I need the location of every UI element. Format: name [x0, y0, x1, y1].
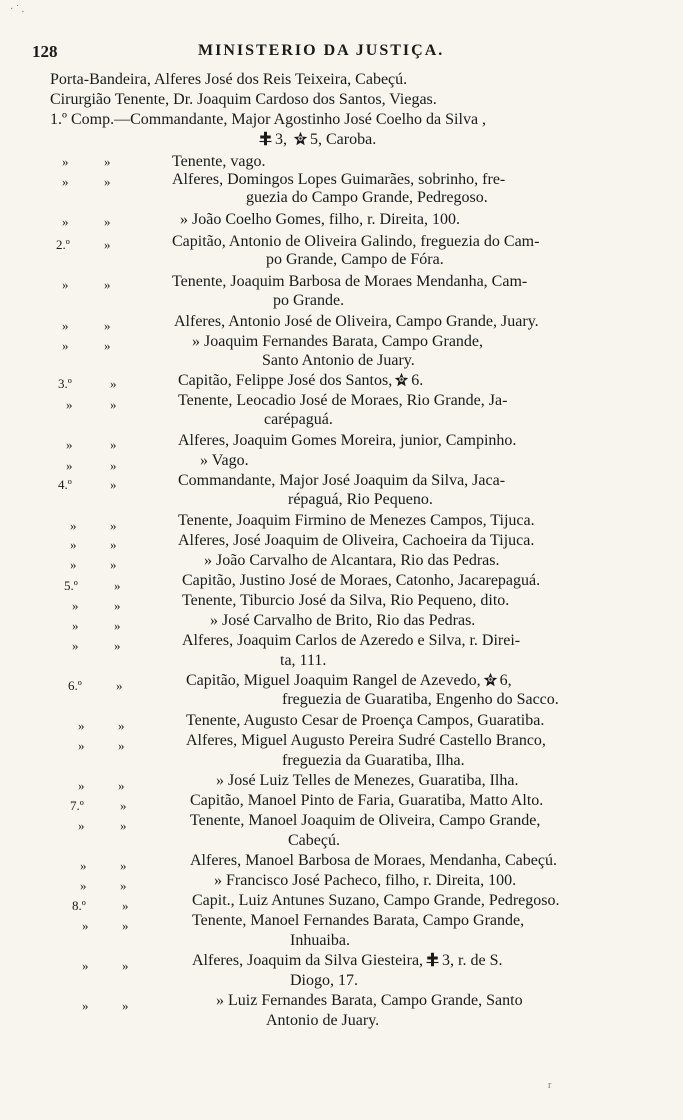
ditto-mark: » — [118, 738, 125, 753]
text-line: freguezia de Guaratiba, Engenho do Sacco. — [282, 691, 559, 708]
ditto-mark: » — [110, 458, 117, 473]
ditto-mark: » — [70, 557, 77, 572]
ditto-mark: » — [82, 918, 89, 933]
ditto-mark: » — [110, 518, 117, 533]
ditto-mark: » — [82, 958, 89, 973]
ditto-mark: » — [66, 458, 73, 473]
ditto-mark: » — [104, 318, 111, 333]
text-line: guezia do Campo Grande, Pedregoso. — [246, 189, 488, 206]
ditto-mark: » — [110, 376, 117, 391]
ditto-mark: » — [110, 477, 117, 492]
ditto-mark: » — [62, 174, 69, 189]
text-line: Alferes, Manoel Barbosa de Moraes, Mendanha, Cabeçú. — [190, 852, 557, 869]
ditto-mark: » — [120, 798, 127, 813]
text-line: Tenente, Manoel Fernandes Barata, Campo Grande, — [192, 912, 525, 929]
scan-smudge: r — [548, 1080, 552, 1091]
star-icon — [483, 672, 498, 687]
text-line: Capitão, Felippe José dos Santos, 6. — [178, 372, 424, 389]
text-line: Capitão, Justino José de Moraes, Catonho, Jacarepaguá. — [182, 572, 541, 589]
company-number: 8.º — [72, 898, 86, 913]
text-line: Antonio de Juary. — [266, 1012, 380, 1029]
ditto-mark: » — [120, 818, 127, 833]
ditto-mark: » — [114, 578, 121, 593]
text-line: » Vago. — [200, 452, 249, 469]
company-number: 6.º — [68, 678, 82, 693]
text-line: Santo Antonio de Juary. — [262, 352, 415, 369]
text-line: Capit., Luiz Antunes Suzano, Campo Grande, Pedregoso. — [192, 892, 560, 909]
text-line: Cirurgião Tenente, Dr. Joaquim Cardoso dos Santos, Viegas. — [50, 91, 437, 108]
ditto-mark: » — [122, 918, 129, 933]
ditto-mark: » — [62, 214, 69, 229]
ditto-mark: » — [70, 537, 77, 552]
text-line: Alferes, Joaquim da Silva Giesteira, 3, r. de S. — [192, 952, 503, 969]
text-line: Tenente, vago. — [172, 153, 266, 170]
ditto-mark: » — [72, 598, 79, 613]
text-line: ta, 111. — [280, 652, 327, 669]
ditto-mark: » — [110, 437, 117, 452]
ditto-mark: » — [122, 958, 129, 973]
text-line: Tenente, Augusto Cesar de Proença Campos, Guaratiba. — [186, 712, 545, 729]
company-number: 4.º — [58, 477, 72, 492]
text-line: Alferes, Antonio José de Oliveira, Campo Grande, Juary. — [174, 313, 539, 330]
ditto-mark: » — [110, 537, 117, 552]
text-line: » José Luiz Telles de Menezes, Guaratiba, Ilha. — [216, 772, 519, 789]
ditto-mark: » — [82, 998, 89, 1013]
text-line: Inhuaiba. — [290, 932, 350, 949]
ditto-mark: » — [80, 878, 87, 893]
text-line: Alferes, Miguel Augusto Pereira Sudré Castello Branco, — [186, 732, 546, 749]
text-line: Alferes, Joaquim Gomes Moreira, junior, Campinho. — [178, 432, 517, 449]
text-line: » João Carvalho de Alcantara, Rio das Pedras. — [204, 552, 500, 569]
text-line: 3, 5, Caroba. — [256, 130, 376, 150]
text-line: » Joaquim Fernandes Barata, Campo Grande, — [192, 333, 484, 350]
ditto-mark: » — [104, 214, 111, 229]
text-line: Commandante, Major José Joaquim da Silva, Jaca- — [178, 472, 506, 489]
text-line: carépaguá. — [264, 411, 333, 428]
ditto-mark: » — [122, 898, 129, 913]
ditto-mark: » — [66, 437, 73, 452]
text-line: po Grande. — [273, 292, 345, 309]
text-line: Tenente, Joaquim Barbosa de Moraes Mendanha, Cam- — [172, 273, 528, 290]
text-line: Tenente, Tiburcio José da Silva, Rio Pequeno, dito. — [182, 592, 510, 609]
company-number: 7.º — [70, 798, 84, 813]
text-line: Alferes, José Joaquim de Oliveira, Cachoeira da Tijuca. — [178, 532, 535, 549]
ditto-mark: » — [120, 878, 127, 893]
company-number: 2.º — [56, 237, 70, 252]
star-icon — [394, 372, 409, 387]
text-line: Alferes, Domingos Lopes Guimarães, sobrinho, fre- — [172, 171, 506, 188]
company-number: 3.º — [58, 376, 72, 391]
ditto-mark: » — [120, 858, 127, 873]
ditto-mark: » — [110, 397, 117, 412]
cross-icon — [258, 131, 273, 146]
text-line: freguezia da Guaratiba, Ilha. — [282, 752, 465, 769]
page-number: 128 — [32, 42, 58, 61]
cross-icon — [425, 952, 440, 967]
text-line: Diogo, 17. — [290, 972, 358, 989]
ditto-mark: » — [78, 778, 85, 793]
ditto-mark: » — [118, 778, 125, 793]
ditto-mark: » — [122, 998, 129, 1013]
text-line: Tenente, Joaquim Firmino de Menezes Campos, Tijuca. — [178, 512, 535, 529]
ditto-mark: » — [62, 154, 69, 169]
text-line: » Luiz Fernandes Barata, Campo Grande, Santo — [216, 992, 523, 1009]
text-line: Cabeçú. — [288, 832, 340, 849]
text-line: » Francisco José Pacheco, filho, r. Direita, 100. — [214, 872, 517, 889]
ditto-mark: » — [62, 277, 69, 292]
text-line: po Grande, Campo de Fóra. — [266, 251, 444, 268]
scan-smudge: · ˙ . — [10, 4, 25, 15]
text-line: Tenente, Leocadio José de Moraes, Rio Grande, Ja- — [178, 392, 508, 409]
text-line: » José Carvalho de Brito, Rio das Pedras. — [210, 612, 476, 629]
ditto-mark: » — [78, 738, 85, 753]
company-number: 5.º — [64, 578, 78, 593]
ditto-mark: » — [104, 154, 111, 169]
text-line: Capitão, Miguel Joaquim Rangel de Azevedo, 6, — [186, 672, 512, 689]
star-icon — [293, 131, 308, 146]
ditto-mark: » — [104, 277, 111, 292]
ditto-mark: » — [80, 858, 87, 873]
ditto-mark: » — [104, 237, 111, 252]
ditto-mark: » — [114, 598, 121, 613]
ditto-mark: » — [72, 638, 79, 653]
text-line: Capitão, Antonio de Oliveira Galindo, freguezia do Cam- — [172, 233, 540, 250]
text-line: 1.º Comp.—Commandante, Major Agostinho José Coelho da Silva , — [50, 111, 487, 128]
running-title: MINISTERIO DA JUSTIÇA. — [198, 42, 445, 59]
ditto-mark: » — [104, 174, 111, 189]
text-line: répaguá, Rio Pequeno. — [288, 491, 433, 508]
text-line: Tenente, Manoel Joaquim de Oliveira, Campo Grande, — [190, 812, 541, 829]
text-line: Alferes, Joaquim Carlos de Azeredo e Silva, r. Direi- — [182, 632, 521, 649]
ditto-mark: » — [114, 618, 121, 633]
ditto-mark: » — [118, 718, 125, 733]
ditto-mark: » — [62, 338, 69, 353]
ditto-mark: » — [110, 557, 117, 572]
ditto-mark: » — [114, 638, 121, 653]
text-line: Porta-Bandeira, Alferes José dos Reis Teixeira, Cabeçú. — [50, 71, 408, 88]
ditto-mark: » — [62, 318, 69, 333]
ditto-mark: » — [116, 678, 123, 693]
page-header — [28, 42, 668, 64]
ditto-mark: » — [70, 518, 77, 533]
ditto-mark: » — [78, 718, 85, 733]
ditto-mark: » — [72, 618, 79, 633]
ditto-mark: » — [104, 338, 111, 353]
ditto-mark: » — [78, 818, 85, 833]
ditto-mark: » — [66, 397, 73, 412]
text-line: Capitão, Manoel Pinto de Faria, Guaratiba, Matto Alto. — [190, 792, 544, 809]
text-line: » João Coelho Gomes, filho, r. Direita, 100. — [180, 211, 460, 228]
